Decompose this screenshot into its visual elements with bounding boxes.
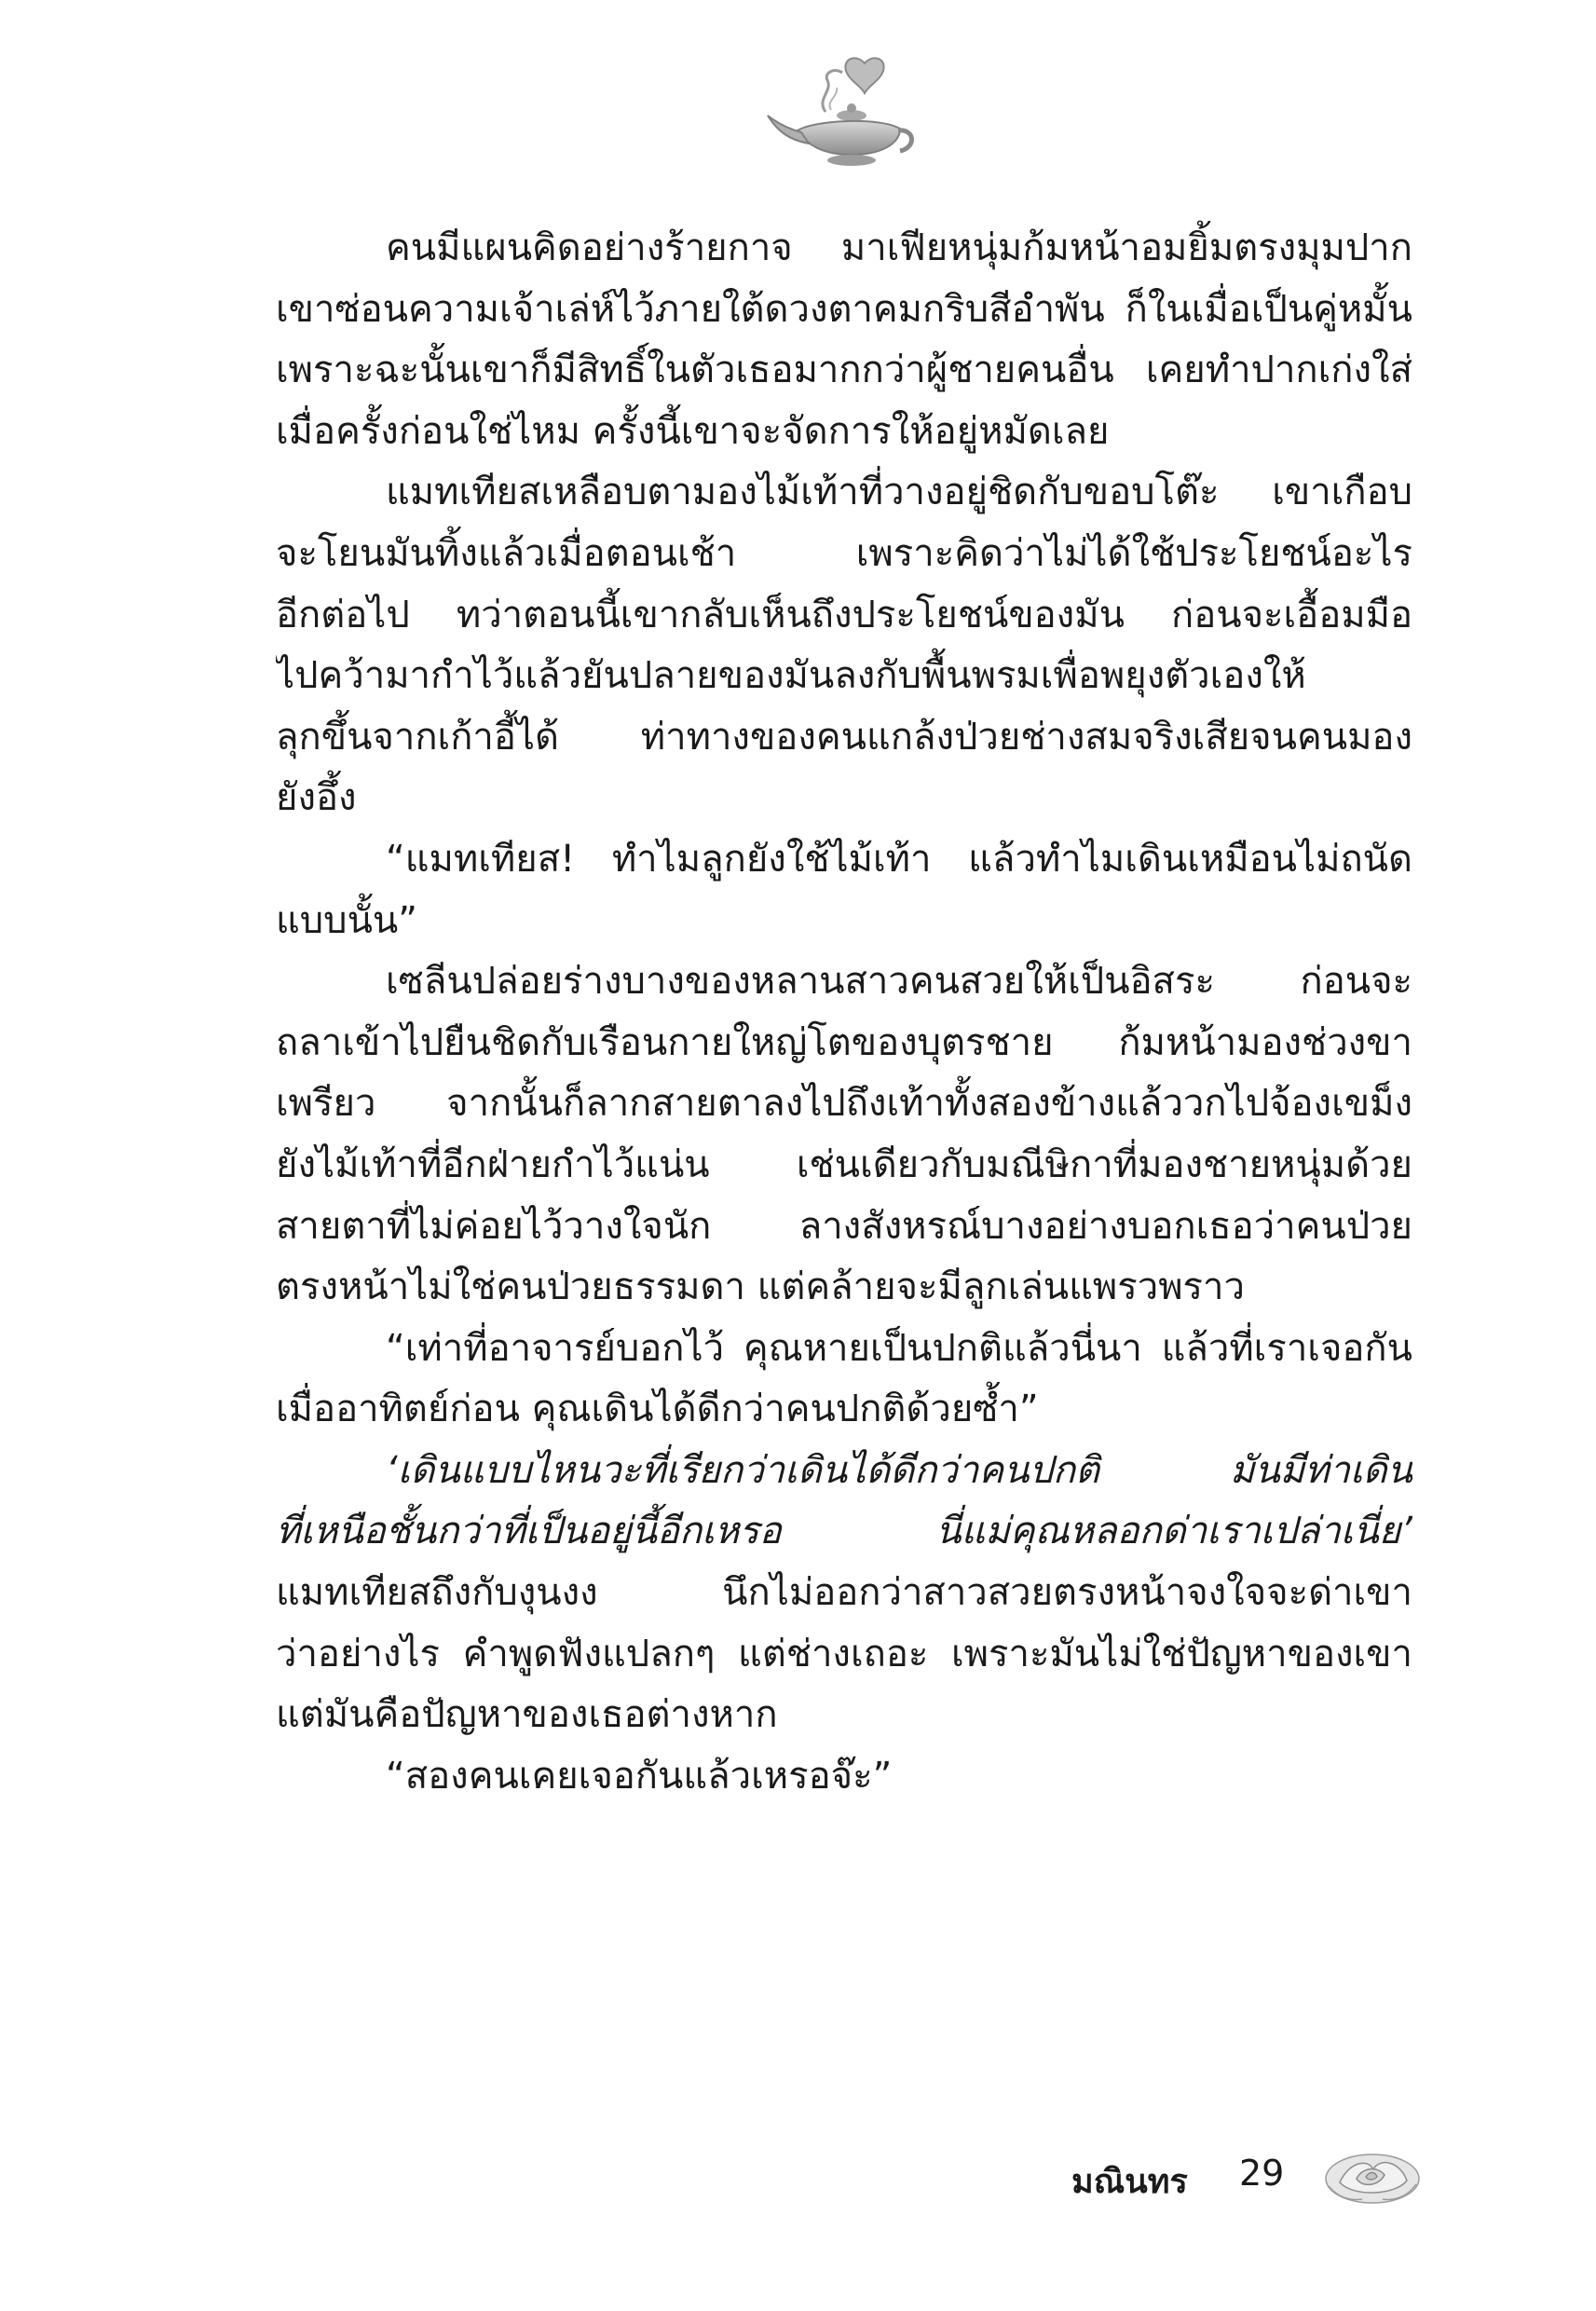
text-line: จะโยนมันทิ้งแล้วเมื่อตอนเช้า เพราะคิดว่าไม่ได้ใช้ประโยชน์อะไร — [276, 531, 1412, 575]
text-line: เพราะฉะนั้นเขาก็มีสิทธิ์ในตัวเธอมากกว่าผู้ชายคนอื่น เคยทำปากเก่งใส่ — [276, 349, 1412, 392]
text-line: แบบนั้น” — [276, 898, 417, 942]
text-line: “แมทเทียส! ทำไมลูกยังใช้ไม้เท้า แล้วทำไมเดินเหมือนไม่ถนัด — [386, 837, 1412, 881]
text-line: ยังไม้เท้าที่อีกฝ่ายกำไว้แน่น เช่นเดียวกับมณีษิกาที่มองชายหนุ่มด้วย — [276, 1142, 1412, 1186]
text-line: ถลาเข้าไปยืนชิดกับเรือนกายใหญ่โตของบุตรชาย ก้มหน้ามองช่วงขา — [276, 1020, 1412, 1064]
text-line: “เท่าที่อาจารย์บอกไว้ คุณหายเป็นปกติแล้วนี่นา แล้วที่เราเจอกัน — [386, 1326, 1412, 1370]
text-line: ลุกขึ้นจากเก้าอี้ได้ ท่าทางของคนแกล้งป่วยช่างสมจริงเสียจนคนมอง — [276, 715, 1412, 759]
text-line: แมทเทียสถึงกับงุนงง นึกไม่ออกว่าสาวสวยตรงหน้าจงใจจะด่าเขา — [276, 1571, 1412, 1615]
text-line: “สองคนเคยเจอกันแล้วเหรอจ๊ะ” — [386, 1754, 893, 1798]
text-line: แมทเทียสเหลือบตามองไม้เท้าที่วางอยู่ชิดกับขอบโต๊ะ เขาเกือบ — [386, 471, 1412, 514]
text-line: สายตาที่ไม่ค่อยไว้วางใจนัก ลางสังหรณ์บางอย่างบอกเธอว่าคนป่วย — [276, 1204, 1412, 1248]
author-name: มณินทร — [1071, 2163, 1188, 2201]
page-footer — [1071, 2141, 1444, 2216]
text-line: แต่มันคือปัญหาของเธอต่างหาก — [276, 1693, 778, 1737]
text-line: เมื่อครั้งก่อนใช่ไหม ครั้งนี้เขาจะจัดการให้อยู่หมัดเลย — [276, 409, 1110, 453]
text-line: ไปคว้ามากำไว้แล้วยันปลายของมันลงกับพื้นพรมเพื่อพยุงตัวเองให้ — [276, 654, 1306, 698]
text-line: อีกต่อไป ทว่าตอนนี้เขากลับเห็นถึงประโยชน์ของมัน ก่อนจะเอื้อมมือ — [276, 593, 1412, 636]
page-number: 29 — [1239, 2153, 1285, 2194]
text-line: คนมีแผนคิดอย่างร้ายกาจ มาเฟียหนุ่มก้มหน้าอมยิ้มตรงมุมปาก — [386, 226, 1412, 269]
text-line: ว่าอย่างไร คำพูดฟังแปลกๆ แต่ช่างเถอะ เพราะมันไม่ใช่ปัญหาของเขา — [276, 1632, 1412, 1675]
text-line: เซลีนปล่อยร่างบางของหลานสาวคนสวยให้เป็นอิสระ ก่อนจะ — [386, 960, 1412, 1004]
text-line: เมื่ออาทิตย์ก่อน คุณเดินได้ดีกว่าคนปกติด้วยซ้ำ” — [276, 1388, 1039, 1431]
rose-icon — [1321, 2141, 1424, 2212]
text-line: ยังอึ้ง — [276, 776, 357, 820]
genie-lamp-heart-icon — [760, 54, 919, 175]
text-line: ‘เดินแบบไหนวะที่เรียกว่าเดินได้ดีกว่าคนปกติ มันมีท่าเดิน — [386, 1448, 1412, 1492]
text-line: ตรงหน้าไม่ใช่คนป่วยธรรมดา แต่คล้ายจะมีลูกเล่นแพรวพราว — [276, 1265, 1245, 1309]
body-text — [276, 218, 1412, 2072]
text-line: เพรียว จากนั้นก็ลากสายตาลงไปถึงเท้าทั้งสองข้างแล้ววกไปจ้องเขม็ง — [276, 1082, 1412, 1126]
text-line: ที่เหนือชั้นกว่าที่เป็นอยู่นี้อีกเหรอ นี่แม่คุณหลอกด่าเราเปล่าเนี่ย’ — [276, 1510, 1412, 1553]
text-line: เขาซ่อนความเจ้าเล่ห์ไว้ภายใต้ดวงตาคมกริบสีอำพัน ก็ในเมื่อเป็นคู่หมั้น — [276, 287, 1412, 331]
